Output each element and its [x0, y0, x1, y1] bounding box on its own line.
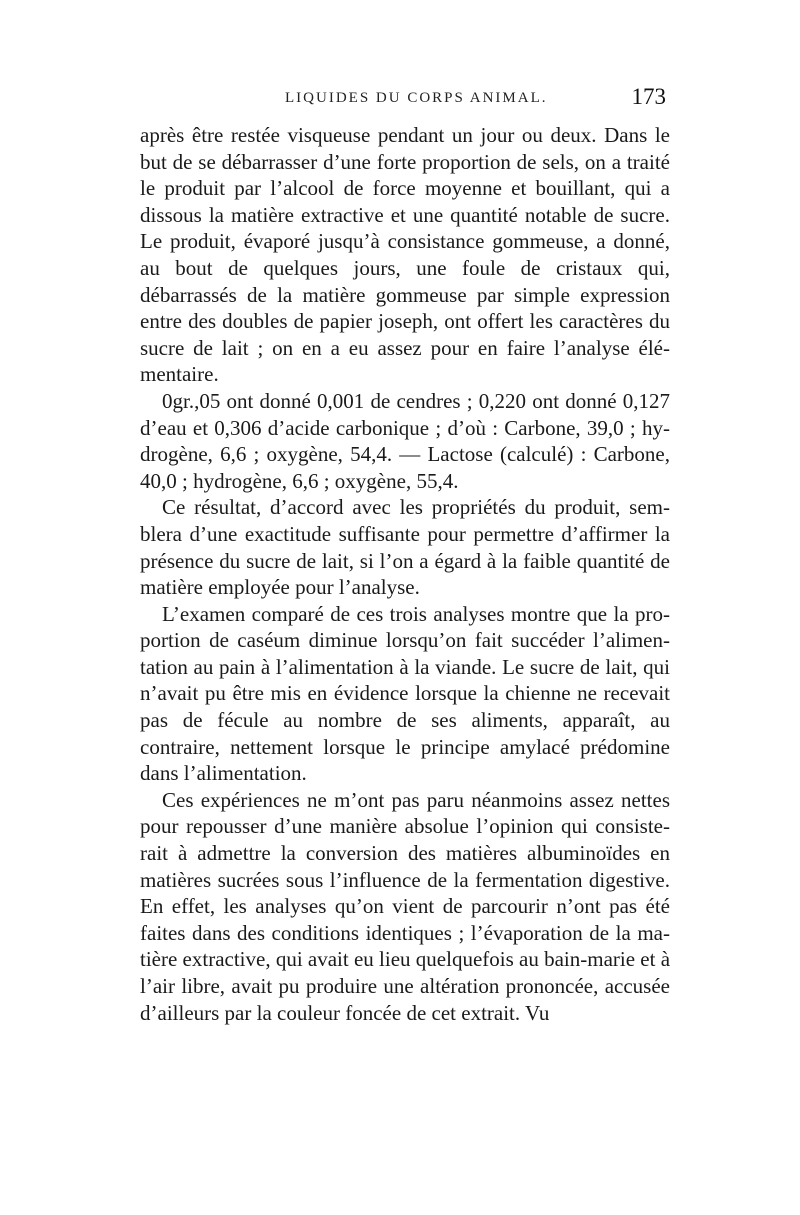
- page-number: 173: [631, 84, 666, 109]
- book-page: [140, 84, 671, 1026]
- paragraph-comparison: L’examen comparé de ces trois analyses montre que la proportion de caséum diminue lorsqu’on fait succéder l’alimentation au pain à l’alimentation à la viande. Le sucre de lait, qui n’avait pu être mis en évidence lorsque la chienne ne recevait pas de fécule au nombre de ses aliments, apparaît, au contraire, nettement lorsque le principe amylacé prédomine dans l’alimentation.: [140, 601, 670, 786]
- paragraph-conclusion: Ces expériences ne m’ont pas paru néanmoins assez nettes pour repousser d’une manière absolue l’opinion qui consisterait à admettre la conversion des matières albuminoïdes en matières sucrées sous l’influence de la fermentation digestive. En effet, les analyses qu’on vient de parcourir n’ont pas été faites dans des conditions identiques ; l’évaporation de la matière extractive, qui avait eu lieu quelquefois au bain-marie et à l’air libre, avait pu produire une altération prononcée, accusée d’ailleurs par la couleur foncée de cet extrait. Vu: [140, 787, 671, 1025]
- paragraph-lactose-presence: Ce résultat, d’accord avec les propriétés du produit, semblera d’une exactitude suffisante pour permettre d’affirmer la présence du sucre de lait, si l’on a égard à la faible quantité de matière employée pour l’analyse.: [140, 495, 670, 600]
- body-text: [140, 122, 670, 1026]
- paragraph-analysis-results: 0gr.,05 ont donné 0,001 de cendres ; 0,220 ont donné 0,127 d’eau et 0,306 d’acide carbonique ; d’où : Carbone, 39,0 ; hydrogène, 6,6 ; oxygène, 54,4. — Lactose (calculé) : Carbone, 40,0 ; hydrogène, 6,6 ; oxygène, 55,4.: [140, 388, 670, 493]
- paragraph-continuation: après être restée visqueuse pendant un jour ou deux. Dans le but de se débarrasser d’une forte proportion de sels, on a traité le produit par l’alcool de force moyenne et bouillant, qui a dissous la matière extractive et une quantité notable de sucre. Le produit, évaporé jusqu’à consistance gommeuse, a donné, au bout de quelques jours, une foule de cristaux qui, débarrassés de la matière gommeuse par simple expression entre des doubles de papier joseph, ont offert les caractères du sucre de lait ; on en a eu assez pour en faire l’analyse élémentaire.: [140, 123, 670, 387]
- running-head: [140, 84, 670, 122]
- running-title: LIQUIDES DU CORPS ANIMAL.: [285, 90, 548, 106]
